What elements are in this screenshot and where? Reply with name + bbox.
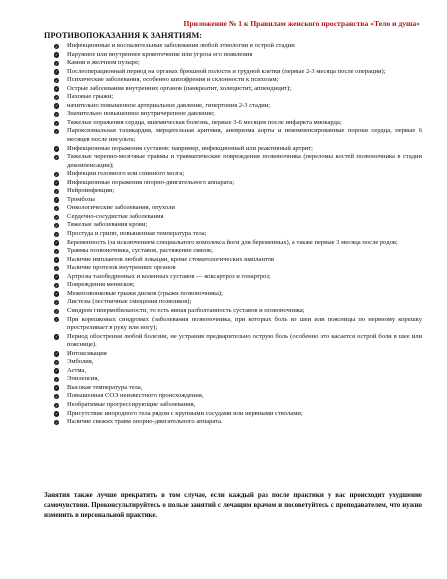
list-item-text: Тяжелые заболевания крови; (67, 221, 148, 229)
list-item-text: Паховые грыжи; (67, 93, 114, 101)
list-item (54, 273, 422, 282)
check-circle-icon: ✓ (54, 368, 59, 374)
list-item (54, 187, 422, 196)
check-circle-icon: ✓ (54, 120, 59, 126)
check-circle-icon: ✓ (54, 146, 59, 152)
list-item (54, 127, 422, 144)
list-item-text: Артрозы тазобедренных и коленных суставов — коксартроз и гонартроз; (67, 272, 271, 280)
footer-note: Занятия также лучше прекратить в том случае, если каждый раз после практики у вас происходит ухудшение самочувствия. Проконсультируйтесь о пользе занятий с лечащим врачом и посоветуйтесь с преподавателем, что нужно изменить в персональной практике. (44, 492, 422, 519)
list-item (54, 401, 422, 410)
list-item (54, 102, 422, 111)
check-circle-icon: ✓ (54, 86, 59, 92)
check-circle-icon: ✓ (54, 197, 59, 203)
list-item-text: Наружное или внутреннее кровотечение или угроза его появления (67, 50, 253, 58)
list-item-text: Инфекционные поражения суставов: например, инфекционный или реактивный артрит; (67, 144, 313, 152)
list-item (54, 42, 422, 51)
check-circle-icon: ✓ (54, 334, 59, 340)
check-circle-icon: ✓ (54, 205, 59, 211)
list-item (54, 392, 422, 401)
list-item-text: Инфекции головного или спинного мозга; (67, 170, 185, 178)
check-circle-icon: ✓ (54, 265, 59, 271)
list-item (54, 51, 422, 60)
check-circle-icon: ✓ (54, 111, 59, 117)
check-circle-icon: ✓ (54, 411, 59, 417)
list-item-text: Пароксизмальная тахикардия, мерцательная аритмия, аневризма аорты и некомпенсированные пороки сердца, первые 6 месяцев после инсульта; (67, 127, 422, 144)
list-item-text: Тяжелые поражения сердца, ишемическая болезнь, первые 3-6 месяцев после инфаркта миокарда; (67, 118, 342, 126)
list-item-text: Беременность (за исключением специального комплекса йоги для беременных), а также первые 3 месяца после родов; (67, 238, 398, 246)
list-item-text: Повреждения менисков; (67, 281, 135, 289)
check-circle-icon: ✓ (54, 77, 59, 83)
list-item (54, 85, 422, 94)
list-item-text: Наличие свежих травм опорно-двигательного аппарата. (67, 418, 223, 426)
list-item-text: Присутствие инородного тела рядом с крупными сосудами или нервными стволами; (67, 409, 303, 417)
list-item (54, 204, 422, 213)
list-item (54, 410, 422, 419)
check-circle-icon: ✓ (54, 103, 59, 109)
check-circle-icon: ✓ (54, 171, 59, 177)
list-item (54, 196, 422, 205)
check-circle-icon: ✓ (54, 248, 59, 254)
list-item (54, 333, 422, 350)
list-item-text: Сердечно-сосудистые заболевания (67, 212, 164, 220)
list-item-text: Тяжелые черепно-мозговые травмы и травматические повреждения позвоночника (переломы костей позвоночника в стадии декомпенсации); (67, 153, 422, 169)
list-item-text: Синдром гипермобильности, то есть явная разболтанность суставов и позвоночника; (67, 306, 305, 314)
list-item (54, 316, 422, 333)
list-item (54, 350, 422, 359)
list-item-text: Нейроинфекции; (67, 187, 115, 195)
check-circle-icon: ✓ (54, 300, 59, 305)
list-item (54, 213, 422, 222)
check-circle-icon: ✓ (54, 52, 59, 58)
list-item (54, 281, 422, 290)
list-item-text: Наличие имплантов любой локации, кроме стоматологических имплантов (67, 255, 275, 263)
list-item-text: Повышенная СОЭ неизвестного происхождения, (67, 392, 204, 400)
check-circle-icon: ✓ (54, 180, 59, 186)
list-item-text: Период обострения любой болезни, не устранив предварительно острую боль (особенно это касается острой боли в шее или пояснице). (67, 332, 422, 349)
list-item-text: Камни в желчном пузыре; (67, 59, 140, 67)
check-circle-icon: ✓ (54, 231, 59, 237)
list-item (54, 110, 422, 119)
list-item-text: Острые заболевания внутренних органов (панкреатит, холецистит, аппендицит); (67, 84, 292, 92)
check-circle-icon: ✓ (54, 214, 59, 220)
list-item-text: Необратимые прогрессирующие заболевания, (67, 400, 196, 408)
list-item-text: Интоксикация (67, 349, 107, 357)
check-circle-icon: ✓ (54, 282, 59, 288)
list-item (54, 298, 422, 307)
list-item-text: Астма, (67, 366, 86, 374)
list-item (54, 119, 422, 128)
list-item-text: Травмы позвоночника, суставов, растяжение связок; (67, 247, 213, 255)
list-item-text: Послеоперационный период на органах брюшной полости и грудной клетки (первые 2-3 месяца после операции); (67, 67, 386, 75)
list-item-text: Инфекционные поражения опорно-двигательного аппарата; (67, 178, 235, 186)
list-item-text: Эпилепсия, (67, 375, 100, 383)
check-circle-icon: ✓ (54, 94, 59, 100)
check-circle-icon: ✓ (54, 385, 59, 391)
list-item (54, 145, 422, 154)
appendix-title: Приложение № 1 к Правилам женского пространства «Тело и душа» (183, 19, 420, 28)
list-item-text: начительно повышенное артериальное давление, гипертония 2-3 стадии; (67, 101, 271, 109)
list-item (54, 170, 422, 179)
list-item-text: Значительно повышенное внутричерепное давление; (67, 110, 215, 118)
list-item (54, 59, 422, 68)
list-item (54, 221, 422, 230)
check-circle-icon: ✓ (54, 69, 59, 75)
list-item-text: Межпозвонковые грыжи дисков (грыжи позвоночника); (67, 289, 223, 297)
check-circle-icon: ✓ (54, 257, 59, 263)
list-item (54, 384, 422, 393)
check-circle-icon: ✓ (54, 291, 59, 297)
list-item (54, 93, 422, 102)
list-item-text: Инфекционные и воспалительные заболевания любой этиологии в острой стадии (67, 42, 295, 49)
check-circle-icon: ✓ (54, 351, 59, 357)
check-circle-icon: ✓ (54, 154, 59, 160)
list-item-text: Онкологические заболевания, опухоли (67, 204, 175, 212)
list-item (54, 290, 422, 299)
list-item (54, 358, 422, 367)
check-circle-icon: ✓ (54, 394, 59, 400)
check-circle-icon: ✓ (54, 223, 59, 229)
list-item (54, 375, 422, 384)
list-item-text: Эмболия, (67, 358, 94, 366)
check-circle-icon: ✓ (54, 317, 59, 323)
check-circle-icon: ✓ (54, 188, 59, 194)
list-item (54, 239, 422, 248)
list-item-text: Простуда и грипп, повышенная температура тела; (67, 230, 207, 238)
list-item-text: При корешковых синдромах (заболевания позвоночника, при которых боль из шеи или поясницы по нервному корешку простреливает в руку или ногу); (67, 315, 422, 332)
check-circle-icon: ✓ (54, 240, 59, 246)
page-title: ПРОТИВОПОКАЗАНИЯ К ЗАНЯТИЯМ: (44, 31, 203, 40)
list-item (54, 256, 422, 265)
check-circle-icon: ✓ (54, 419, 59, 425)
check-circle-icon: ✓ (54, 308, 59, 314)
list-item-text: Наличие протезов внутренних органов (67, 264, 176, 272)
list-item (54, 264, 422, 273)
check-circle-icon: ✓ (54, 129, 59, 135)
list-item-text: Психические заболевания, особенно шизофрения и склонности к психозам; (67, 76, 279, 84)
contraindications-list (54, 42, 422, 427)
list-item-text: Листезы (лестничные смещения позвонков); (67, 298, 192, 306)
check-circle-icon: ✓ (54, 274, 59, 280)
check-circle-icon: ✓ (54, 359, 59, 365)
list-item (54, 418, 422, 427)
check-circle-icon: ✓ (54, 376, 59, 382)
list-item-text: Высокая температура тела, (67, 383, 143, 391)
list-item (54, 153, 422, 170)
list-item (54, 76, 422, 85)
list-item (54, 367, 422, 376)
list-item (54, 179, 422, 188)
list-item-text: Тромбозы (67, 195, 95, 203)
check-circle-icon: ✓ (54, 43, 59, 49)
check-circle-icon: ✓ (54, 60, 59, 66)
list-item (54, 230, 422, 239)
list-item (54, 68, 422, 77)
check-circle-icon: ✓ (54, 402, 59, 408)
list-item (54, 247, 422, 256)
list-item (54, 307, 422, 316)
